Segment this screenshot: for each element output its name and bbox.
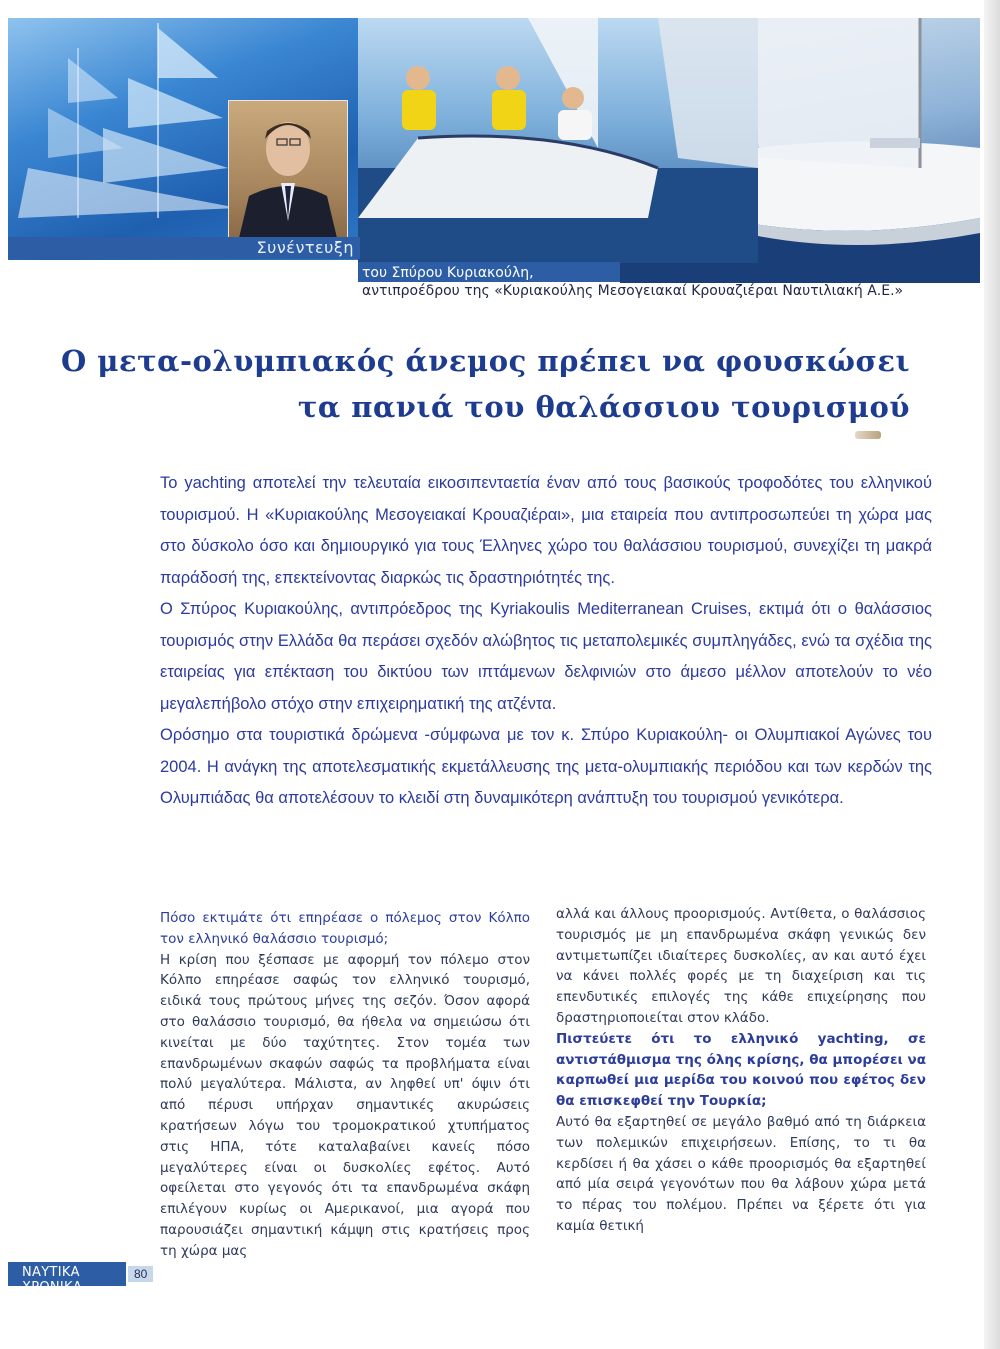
crew-illustration [358, 18, 758, 263]
person-silhouette [229, 101, 347, 238]
decorative-mark [855, 431, 881, 439]
caption-line-1: του Σπύρου Κυριακούλη, [362, 265, 534, 281]
article-intro [160, 468, 932, 815]
interview-column-left [160, 908, 530, 1262]
answer-1: Η κρίση που ξέσπασε με αφορμή τον πόλεμο στον Κόλπο επηρέασε σαφώς τον ελληνικό τουρισμό, ειδικά τους πρώτους μήνες της σεζόν. Όσον αφορά στο θαλάσσιο τουρισμό, θα ήθελα να σημειώσω ότι κινείται με δύο ταχύτητες. Στον τομέα των επανδρωμένων σκαφών σαφώς τα προβλήματα είναι πολύ μεγαλύτερα. Μάλιστα, αν ληφθεί υπ' όψιν ότι από πέρυσι υπήρχαν σημαντικές ακυρώσεις κρατήσεων λόγω του τρομοκρατικού χτυπήματος στις ΗΠΑ, τότε καταλαβαίνει κανείς πόσο μεγαλύτερες είναι οι δυσκολίες εφέτος. Αυτό οφείλεται στο γεγονός ότι τα επανδρωμένα σκάφη επιλέγουν κυρίως οι Αμερικανοί, μια αγορά που παρουσιάζει σημαντική κάμψη στις κρατήσεις προς τη χώρα μας [160, 951, 530, 1259]
photo-caption [362, 264, 903, 300]
caption-line-2: αντιπροέδρου της «Κυριακούλης Μεσογειακαί Κρουαζιέραι Ναυτιλιακή Α.Ε.» [362, 283, 904, 299]
article-headline [61, 338, 910, 430]
magazine-title: ΝΑΥΤΙΚΑ ΧΡΟΝΙΚΑ [22, 1265, 83, 1295]
footer-bar [8, 1262, 126, 1295]
intro-paragraph-3: Ορόσημο στα τουριστικά δρώμενα -σύμφωνα με τον κ. Σπύρο Κυριακούλη- οι Ολυμπιακοί Αγώνες του 2004. Η ανάγκη της αποτελεσματικής εκμετάλλευσης της μετα-ολυμπιακής περιόδου και των κερδών της Ολυμπιάδας θα αποτελέσουν το κλειδί στη δυναμικότερη ανάπτυξη του τουρισμού γενικότερα. [160, 726, 932, 807]
section-label: Συνέντευξη [256, 238, 354, 257]
interview-column-right [556, 904, 926, 1237]
page-edge [984, 0, 1000, 1349]
section-label-bar [8, 237, 360, 259]
answer-1-continued: αλλά και άλλους προορισμούς. Αντίθετα, ο θαλάσσιος τουρισμός με μη επανδρωμένα σκάφη γενικώς δεν αντιμετωπίζει ιδιαίτερες δυσκολίες, αν και αυτό έχει να κάνει πολλές φορές με τη διαχείριση και τις επενδυτικές επιλογές της κάθε επιχείρησης που δραστηριοποιείται στον κλάδο. [556, 906, 926, 1026]
page-number: 80 [128, 1266, 153, 1282]
intro-paragraph-1: Το yachting αποτελεί την τελευταία εικοσιπενταετία έναν από τους βασικούς τροφοδότες του ελληνικού τουρισμού. Η «Κυριακούλης Μεσογειακαί Κρουαζιέραι», μια εταιρεία που αντιπροσωπεύει τη χώρα μας στο δύσκολο όσο και δημιουργικό για τους Έλληνες χώρο του θαλάσσιου τουρισμού, συνεχίζει τη μακρά παράδοσή της, επεκτείνοντας διαρκώς τις δραστηριότητές της. [160, 474, 932, 587]
headline-line-1: Ο μετα-ολυμπιακός άνεμος πρέπει να φουσκώσει [60, 344, 910, 378]
question-2: Πιστεύετε ότι το ελληνικό yachting, σε αντιστάθμισμα της όλης κρίσης, θα μπορέσει να καρπωθεί μια μερίδα του κοινού που εφέτος δεν θα επισκεφθεί την Τουρκία; [556, 1030, 926, 1110]
answer-2: Αυτό θα εξαρτηθεί σε μεγάλο βαθμό από τη διάρκεια των πολεμικών επιχειρήσεων. Επίσης, το τι θα κερδίσει ή θα χάσει ο κάθε προορισμός θα εξαρτηθεί από μία σειρά γεγονότων που θα λάβουν χώρα μετά το πέρας του πολέμου. Πρέπει να ξέρετε ότι για καμία θετική [556, 1113, 926, 1234]
question-1: Πόσο εκτιμάτε ότι επηρέασε ο πόλεμος στον Κόλπο τον ελληνικό θαλάσσιο τουρισμό; [160, 910, 530, 947]
interviewee-portrait [228, 100, 348, 239]
headline-line-2: τα πανιά του θαλάσσιου τουρισμού [297, 390, 910, 424]
intro-paragraph-2: Ο Σπύρος Κυριακούλης, αντιπρόεδρος της Kyriakoulis Mediterranean Cruises, εκτιμά ότι ο θαλάσσιος τουρισμός στην Ελλάδα θα περάσει σχεδόν αλώβητος τις μεταπολεμικές συμπληγάδες, ενώ τα σχέδια της εταιρείας για επέκταση του δικτύου των ιπτάμενων δελφινιών στο άμεσο μέλλον αποτελούν το νέο μεγαλεπήβολο στόχο στην επιχειρηματική της ατζέντα. [160, 600, 932, 713]
crew-sailing-photo [358, 18, 758, 263]
